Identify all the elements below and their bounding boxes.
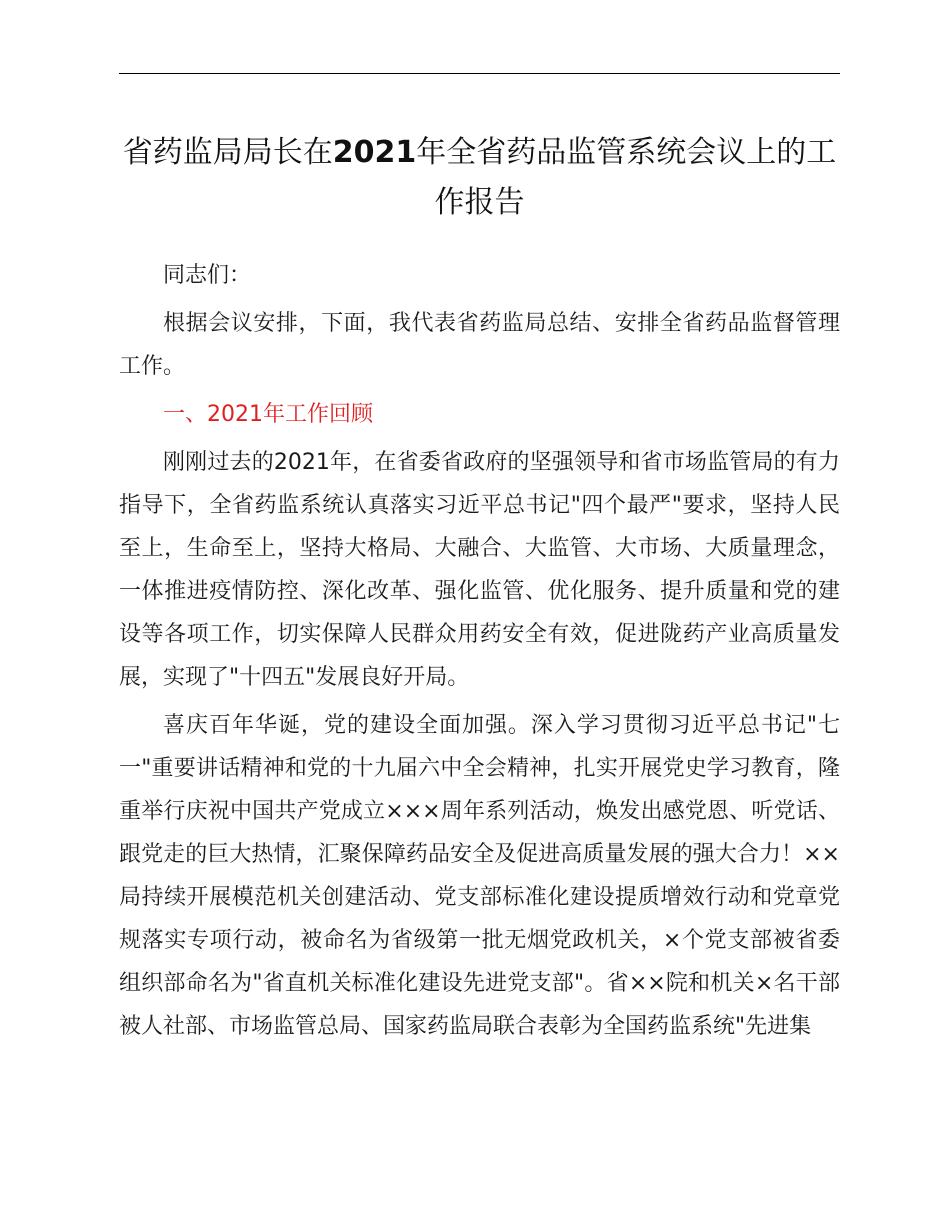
document-body (119, 254, 840, 1048)
title-part1: 省药监局局长在 (122, 135, 333, 170)
paragraph-review: 刚刚过去的2021年，在省委省政府的坚强领导和省市场监管局的有力指导下，全省药监系统认真落实习近平总书记"四个最严"要求，坚持人民至上，生命至上，坚持大格局、大融合、大监管、大市场、大质量理念，一体推进疫情防控、深化改革、强化监管、优化服务、提升质量和党的建设等各项工作，切实保障人民群众用药安全有效，促进陇药产业高质量发展，实现了"十四五"发展良好开局。 (119, 450, 840, 690)
section-heading: 一、2021年工作回顾 (163, 402, 373, 427)
intro-paragraph: 根据会议安排，下面，我代表省药监局总结、安排全省药品监督管理工作。 (119, 311, 840, 379)
title-year: 2021 (332, 135, 417, 170)
paragraph-party-building: 喜庆百年华诞，党的建设全面加强。深入学习贯彻习近平总书记"七一"重要讲话精神和党的十九届六中全会精神，扎实开展党史学习教育，隆重举行庆祝中国共产党成立×××周年系列活动，焕发出感党恩、听党话、跟党走的巨大热情，汇聚保障药品安全及促进高质量发展的强大合力！××局持续开展模范机关创建活动、党支部标准化建设提质增效行动和党章党规落实专项行动，被命名为省级第一批无烟党政机关，×个党支部被省委组织部命名为"省直机关标准化建设先进党支部"。省××院和机关×名干部被人社部、市场监管总局、国家药监局联合表彰为全国药监系统"先进集 (119, 713, 840, 1039)
document-title (119, 128, 840, 228)
header-rule (119, 73, 840, 74)
salutation: 同志们： (163, 263, 252, 288)
title-part2: 年全省药品监管系统会议上的工作报告 (416, 135, 837, 220)
